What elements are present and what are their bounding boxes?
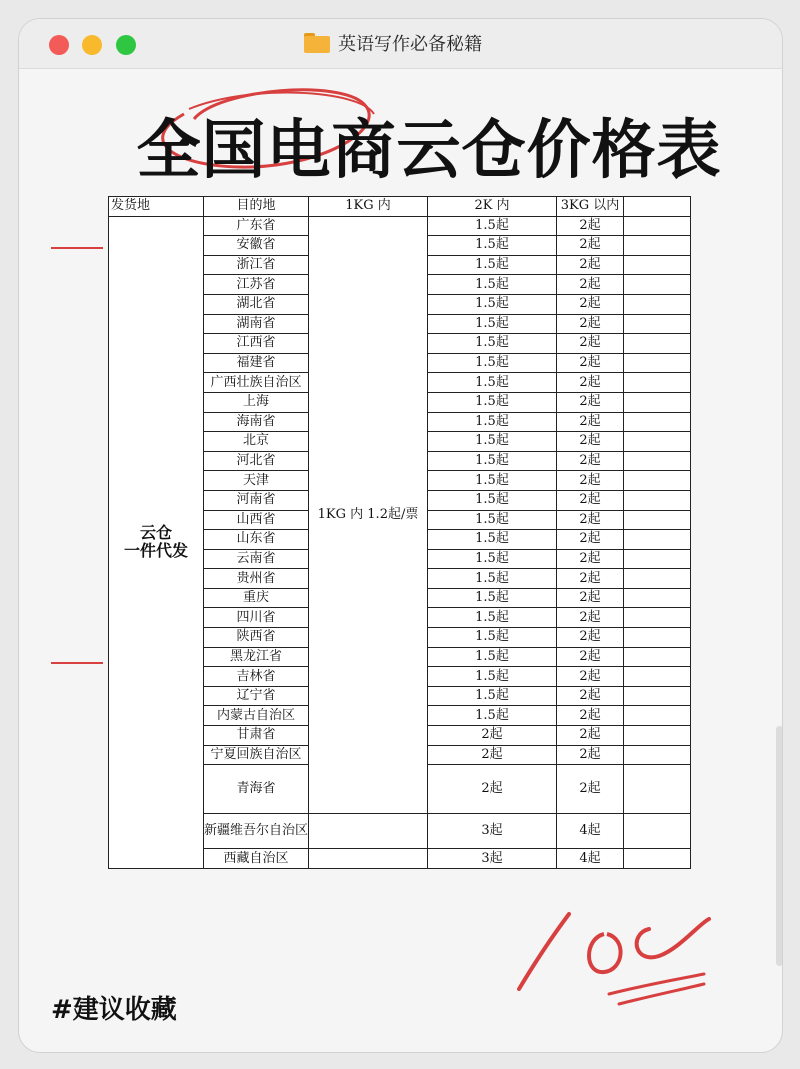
empty-cell (624, 373, 691, 393)
empty-cell (624, 608, 691, 628)
price-3kg-cell: 2起 (557, 686, 624, 706)
destination-cell: 重庆 (204, 588, 309, 608)
price-2kg-cell: 2起 (428, 745, 557, 765)
price-3kg-cell: 2起 (557, 216, 624, 236)
empty-cell (624, 588, 691, 608)
destination-cell: 新疆维吾尔自治区 (204, 814, 309, 849)
empty-cell (624, 849, 691, 869)
destination-cell: 内蒙古自治区 (204, 706, 309, 726)
table-header-row (109, 197, 691, 217)
handwritten-100-mark (499, 894, 719, 1014)
price-3kg-cell: 2起 (557, 569, 624, 589)
empty-cell (624, 334, 691, 354)
red-dash-mark (51, 247, 103, 249)
origin-line2: 一件代发 (123, 541, 188, 561)
destination-cell: 宁夏回族自治区 (204, 745, 309, 765)
destination-cell: 天津 (204, 471, 309, 491)
price-2kg-cell: 3起 (428, 849, 557, 869)
price-2kg-cell: 1.5起 (428, 549, 557, 569)
price-3kg-cell: 2起 (557, 314, 624, 334)
empty-cell (624, 471, 691, 491)
price-2kg-cell: 1.5起 (428, 432, 557, 452)
empty-cell (624, 569, 691, 589)
price-3kg-cell: 2起 (557, 255, 624, 275)
empty-cell (624, 726, 691, 746)
price-2kg-cell: 1.5起 (428, 608, 557, 628)
destination-cell: 浙江省 (204, 255, 309, 275)
table-body (109, 216, 691, 868)
empty-cell (624, 216, 691, 236)
empty-cell (624, 510, 691, 530)
empty-cell (624, 275, 691, 295)
destination-cell: 湖北省 (204, 294, 309, 314)
destination-cell: 广东省 (204, 216, 309, 236)
price-3kg-cell: 2起 (557, 588, 624, 608)
price-table (108, 196, 691, 869)
price-2kg-cell: 1.5起 (428, 412, 557, 432)
price-2kg-cell: 1.5起 (428, 569, 557, 589)
destination-cell: 上海 (204, 392, 309, 412)
empty-cell (624, 814, 691, 849)
price-2kg-cell: 3起 (428, 814, 557, 849)
price-3kg-cell: 2起 (557, 373, 624, 393)
empty-cell (624, 765, 691, 814)
empty-cell (624, 686, 691, 706)
destination-cell: 辽宁省 (204, 686, 309, 706)
price-3kg-cell: 2起 (557, 353, 624, 373)
header-3kg: 3KG 以内 (557, 197, 624, 217)
price-3kg-cell: 2起 (557, 706, 624, 726)
kg1-empty-cell (309, 814, 428, 849)
destination-cell: 贵州省 (204, 569, 309, 589)
empty-cell (624, 706, 691, 726)
price-3kg-cell: 4起 (557, 849, 624, 869)
header-extra (624, 197, 691, 217)
price-3kg-cell: 2起 (557, 765, 624, 814)
empty-cell (624, 745, 691, 765)
price-3kg-cell: 2起 (557, 451, 624, 471)
destination-cell: 黑龙江省 (204, 647, 309, 667)
price-2kg-cell: 1.5起 (428, 373, 557, 393)
destination-cell: 云南省 (204, 549, 309, 569)
destination-cell: 湖南省 (204, 314, 309, 334)
destination-cell: 安徽省 (204, 236, 309, 256)
price-2kg-cell: 1.5起 (428, 510, 557, 530)
price-3kg-cell: 2起 (557, 334, 624, 354)
empty-cell (624, 314, 691, 334)
price-3kg-cell: 2起 (557, 490, 624, 510)
price-2kg-cell: 1.5起 (428, 667, 557, 687)
red-dash-mark (51, 662, 103, 664)
destination-cell: 四川省 (204, 608, 309, 628)
price-3kg-cell: 2起 (557, 510, 624, 530)
price-2kg-cell: 1.5起 (428, 686, 557, 706)
price-2kg-cell: 1.5起 (428, 255, 557, 275)
destination-cell: 北京 (204, 432, 309, 452)
empty-cell (624, 628, 691, 648)
empty-cell (624, 392, 691, 412)
price-2kg-cell: 1.5起 (428, 628, 557, 648)
price-2kg-cell: 1.5起 (428, 294, 557, 314)
price-2kg-cell: 1.5起 (428, 216, 557, 236)
price-2kg-cell: 2起 (428, 726, 557, 746)
header-1kg: 1KG 内 (309, 197, 428, 217)
price-3kg-cell: 2起 (557, 294, 624, 314)
price-2kg-cell: 1.5起 (428, 706, 557, 726)
empty-cell (624, 412, 691, 432)
destination-cell: 山西省 (204, 510, 309, 530)
header-2kg: 2K 内 (428, 197, 557, 217)
destination-cell: 河南省 (204, 490, 309, 510)
price-2kg-cell: 1.5起 (428, 471, 557, 491)
destination-cell: 山东省 (204, 530, 309, 550)
price-3kg-cell: 2起 (557, 628, 624, 648)
price-3kg-cell: 2起 (557, 608, 624, 628)
destination-cell: 海南省 (204, 412, 309, 432)
hashtag-text: #建议收藏 (51, 995, 177, 1025)
price-2kg-cell: 1.5起 (428, 647, 557, 667)
empty-cell (624, 236, 691, 256)
destination-cell: 甘肃省 (204, 726, 309, 746)
empty-cell (624, 294, 691, 314)
price-2kg-cell: 1.5起 (428, 314, 557, 334)
empty-cell (624, 549, 691, 569)
price-2kg-cell: 1.5起 (428, 392, 557, 412)
price-2kg-cell: 1.5起 (428, 236, 557, 256)
origin-line1: 云仓 (139, 523, 172, 543)
destination-cell: 福建省 (204, 353, 309, 373)
price-2kg-cell: 1.5起 (428, 353, 557, 373)
origin-cell (109, 216, 204, 868)
destination-cell: 吉林省 (204, 667, 309, 687)
destination-cell: 江苏省 (204, 275, 309, 295)
table-row (109, 216, 691, 236)
empty-cell (624, 432, 691, 452)
price-2kg-cell: 1.5起 (428, 490, 557, 510)
price-3kg-cell: 2起 (557, 667, 624, 687)
destination-cell: 西藏自治区 (204, 849, 309, 869)
header-destination: 目的地 (204, 197, 309, 217)
price-3kg-cell: 2起 (557, 726, 624, 746)
price-3kg-cell: 2起 (557, 432, 624, 452)
destination-cell: 广西壮族自治区 (204, 373, 309, 393)
app-window (18, 18, 783, 1053)
destination-cell: 江西省 (204, 334, 309, 354)
price-3kg-cell: 2起 (557, 275, 624, 295)
price-3kg-cell: 2起 (557, 392, 624, 412)
empty-cell (624, 667, 691, 687)
price-3kg-cell: 4起 (557, 814, 624, 849)
price-3kg-cell: 2起 (557, 745, 624, 765)
price-3kg-cell: 2起 (557, 471, 624, 491)
window-title-text: 英语写作必备秘籍 (338, 34, 482, 55)
price-3kg-cell: 2起 (557, 549, 624, 569)
empty-cell (624, 451, 691, 471)
price-2kg-cell: 1.5起 (428, 530, 557, 550)
page-heading: 全国电商云仓价格表 (136, 114, 722, 188)
price-2kg-cell: 1.5起 (428, 588, 557, 608)
price-2kg-cell: 1.5起 (428, 451, 557, 471)
kg1-empty-cell (309, 849, 428, 869)
destination-cell: 陕西省 (204, 628, 309, 648)
price-2kg-cell: 1.5起 (428, 275, 557, 295)
price-3kg-cell: 2起 (557, 236, 624, 256)
empty-cell (624, 353, 691, 373)
empty-cell (624, 647, 691, 667)
header-origin: 发货地 (109, 197, 204, 217)
price-3kg-cell: 2起 (557, 530, 624, 550)
price-3kg-cell: 2起 (557, 647, 624, 667)
scrollbar[interactable] (776, 726, 783, 966)
destination-cell: 河北省 (204, 451, 309, 471)
empty-cell (624, 530, 691, 550)
empty-cell (624, 255, 691, 275)
price-3kg-cell: 2起 (557, 412, 624, 432)
kg1-price-cell: 1KG 内 1.2起/票 (309, 216, 428, 814)
price-2kg-cell: 2起 (428, 765, 557, 814)
price-2kg-cell: 1.5起 (428, 334, 557, 354)
destination-cell: 青海省 (204, 765, 309, 814)
empty-cell (624, 490, 691, 510)
